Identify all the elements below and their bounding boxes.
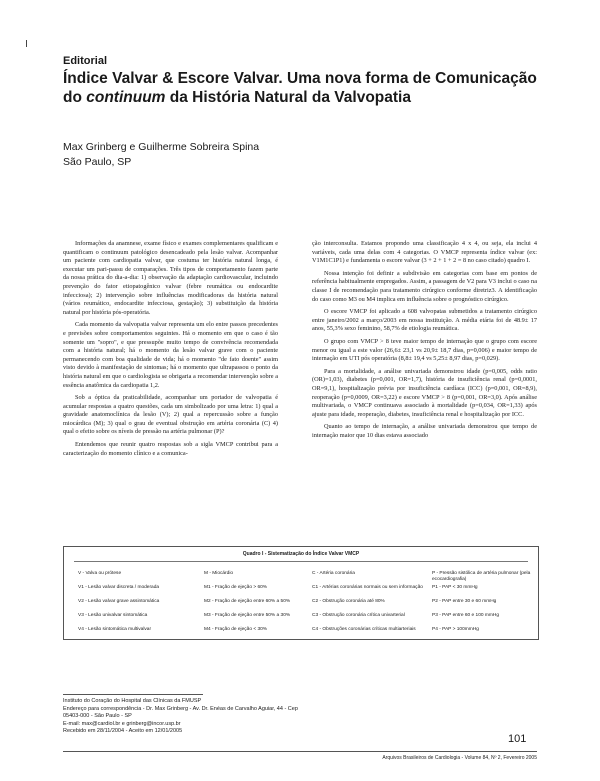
paragraph: Quanto ao tempo de internação, a análise univariada demonstrou que tempo de internação maior que 10 dias estava associado [312, 423, 537, 439]
paragraph: Cada momento da valvopatia valvar representa um elo entre passos precedentes e previsões sobre comportamentos seguintes. Há o momento em que o caso é tão somente um "sopro", e que pressupõe muito tempo de convivência recomendada com a história natural; há o momento da lesão valvar grave com o paciente permanecendo com boa qualidade de vida; há o momento "de fato doente" assim visto devido à manifestação de sintomas; há o momento que ultrapassou o ponto da história natural em que o cardiologista se obrigaria a recomendar intervenção sobre a essência anatômica da cardiopatia 1,2. [63, 321, 278, 389]
table-column-m [204, 571, 304, 641]
table-divider [74, 561, 528, 562]
table-cell: P3 - PAP entre 60 e 100 mmHg [432, 613, 500, 618]
table-cell: P1 - PAP < 30 mmHg [432, 585, 478, 590]
journal-line: Arquivos Brasileiros de Cardiologia - Volume 84, Nº 2, Fevereiro 2005 [382, 755, 537, 761]
table-cell: C4 - Obstruções coronárias críticas multiarteriais [312, 627, 416, 632]
section-label: Editorial [63, 55, 108, 67]
title-part-1: Índice Valvar & Escore Valvar. Uma nova forma de Comunicação do [63, 70, 537, 106]
paragraph: Sob a óptica da praticabilidade, acompanhar um portador de valvopatia é acumular respostas a quatro questões, cada um simbolizado por uma letra: 1) qual a gravidade anatomoclínica da lesão (V); 2) qual a repercussão sobre a função miocárdica (M); 3) qual o grau de eventual obstrução em artéria coronária (C) 4) qual o efeito sobre os níveis de pressão na artéria pulmonar (P)? [63, 394, 278, 436]
article-title [63, 69, 543, 107]
title-italic: continuum [86, 89, 166, 106]
table-column-c [312, 571, 427, 641]
table-quadro-1 [63, 546, 539, 640]
table-cell: V3 - Lesão univalvar sintomática [78, 613, 148, 618]
page-number: 101 [508, 733, 527, 745]
table-caption: Quadro I - Sistematização do Índice Valvar VMCP [242, 551, 360, 557]
table-cell: C3 - Obstrução coronária crítica univarterial [312, 613, 405, 618]
paragraph: O escore VMCP foi aplicado a 608 valvopatas submetidos a tratamento cirúrgico entre janeiro/2002 a março/2003 em nossa instituição. A média etária foi de 48.9± 17 anos, 55,3% sexo feminino, 58,7% de etiologia reumática. [312, 308, 537, 333]
title-part-2: da História Natural da Valvopatia [165, 89, 411, 106]
table-cell: C2 - Obstrução coronária até 80% [312, 599, 385, 604]
footnote-line: Recebido em 28/11/2004 - Aceito em 12/01/2005 [63, 728, 183, 734]
table-cell: M1 - Fração de ejeção > 60% [204, 585, 268, 590]
paragraph: Para a mortalidade, a análise univariada demonstrou idade (p=0,005, odds ratio (OR)=1,03), diabetes (p=0,001, OR=1,7), história de insuficiência renal (p=0,0001, OR=9,1), hospitalização prévia por insuficiência cardíaca (ICC) (p=0,001, OR=8,9), reoperação (p=0,0009, OR=3,22) e escore VMCP > 8 (p=0,001, OR=3,0). Após análise multivariada, o VMCP continuava associado à mortalidade (p=0,034, OR=1,33) após ajuste para idade, reoperação, diabetes, insuficiência renal e hospitalização por ICC. [312, 367, 537, 418]
table-cell: V - Valva ou prótese [78, 571, 122, 576]
right-column [312, 240, 537, 444]
crop-mark [26, 40, 27, 47]
footnote [63, 698, 303, 736]
table-cell: P4 - PAP > 100mmHg [432, 627, 479, 632]
left-column [63, 240, 278, 462]
footnote-line: E-mail: max@cardiol.br e grinberg@incor.usp.br [63, 720, 181, 727]
footnote-line: Endereço para correspondência - Dr. Max Grinberg - Av. Dr. Enéas de Carvalho Aguiar, 44 - Cep 05403-000 - São Paulo - SP [63, 705, 298, 719]
table-cell: M - Miocárdio [204, 571, 234, 576]
table-cell: P - Pressão sistólica de artéria pulmonar (pela ecocardiografia) [432, 571, 531, 582]
paragraph: Entendemos que reunir quatro respostas sob a sigla VMCP contribui para a caracterização do momento clínico e a comunica- [63, 441, 278, 457]
paragraph: O grupo com VMCP > 8 teve maior tempo de internação que o grupo com escore menor ou igual a este valor (26,6± 23,1 vs 20,9± 18,7 dias, p=0,006) e maior tempo de internação em UTI pós operatória (8,8± 19,4 vs 5,25± 8,97 dias, p=0,029). [312, 337, 537, 363]
table-cell: M4 - Fração de ejeção < 30% [204, 627, 268, 632]
table-cell: P2 - PAP entre 30 e 60 mmHg [432, 599, 497, 604]
table-cell: C - Artéria coronária [312, 571, 355, 576]
paragraph: Informações da anamnese, exame físico e exames complementares qualificam e quantificam o continuum patológico desencadeado pela lesão valvar. Acompanhar um paciente com cardiopatia valvar, que costuma ter história natural longa, é executar um pari-passu de comparações. Três tipos de comportamento fazem parte da nossa prática do dia-a-dia: 1) observação da adaptação cardiovascular, incluindo prevenção do fator etiopatogênico valvar (febre reumática ou endocardite infecciosa); 2) intervenção sobre influências modificadoras da história natural (vários reumático, endocardite infecciosa, gestação); 3) substituição da história natural por história pós-operatória. [63, 240, 278, 316]
table-cell: C1 - Artérias coronárias normais ou sem informação [312, 585, 423, 590]
authors: Max Grinberg e Guilherme Sobreira Spina [63, 141, 260, 153]
table-cell: M3 - Fração de ejeção entre 50% a 30% [204, 613, 291, 618]
location: São Paulo, SP [63, 156, 132, 168]
table-cell: V1 - Lesão valvar discreta / moderada [78, 585, 160, 590]
table-cell: V2 - Lesão valvar grave assintomática [78, 599, 160, 604]
footnote-divider [63, 694, 203, 695]
table-cell: V4 - Lesão sintomática multivalvar [78, 627, 152, 632]
table-cell: M2 - Fração de ejeção entre 60% a 50% [204, 599, 291, 604]
table-column-v [78, 571, 190, 641]
table-column-p [432, 571, 534, 641]
footnote-line: Instituto do Coração do Hospital das Clínicas da FMUSP [63, 698, 202, 704]
bottom-rule [63, 751, 537, 752]
paragraph: Nossa intenção foi definir a subdivisão em categorias com base em pontos de referência habitualmente empregados. Assim, a passagem de V2 para V3 inclui o caso na classe I de recomendação para tratamento cirúrgico conforme diretriz3. A identificação do caso como M3 ou M4 implica em influência sobre o prognóstico cirúrgico. [312, 269, 537, 303]
paragraph: ção interconsulta. Estamos propondo uma classificação 4 x 4, ou seja, ela inclui 4 variáveis, cada uma delas com 4 categorias. O VMCP representa índice valvar (ex: V1M1C1P1) e fundamenta o escore valvar (3 + 2 + 1 + 2 = 8 no caso citado) quadro I. [312, 240, 537, 265]
